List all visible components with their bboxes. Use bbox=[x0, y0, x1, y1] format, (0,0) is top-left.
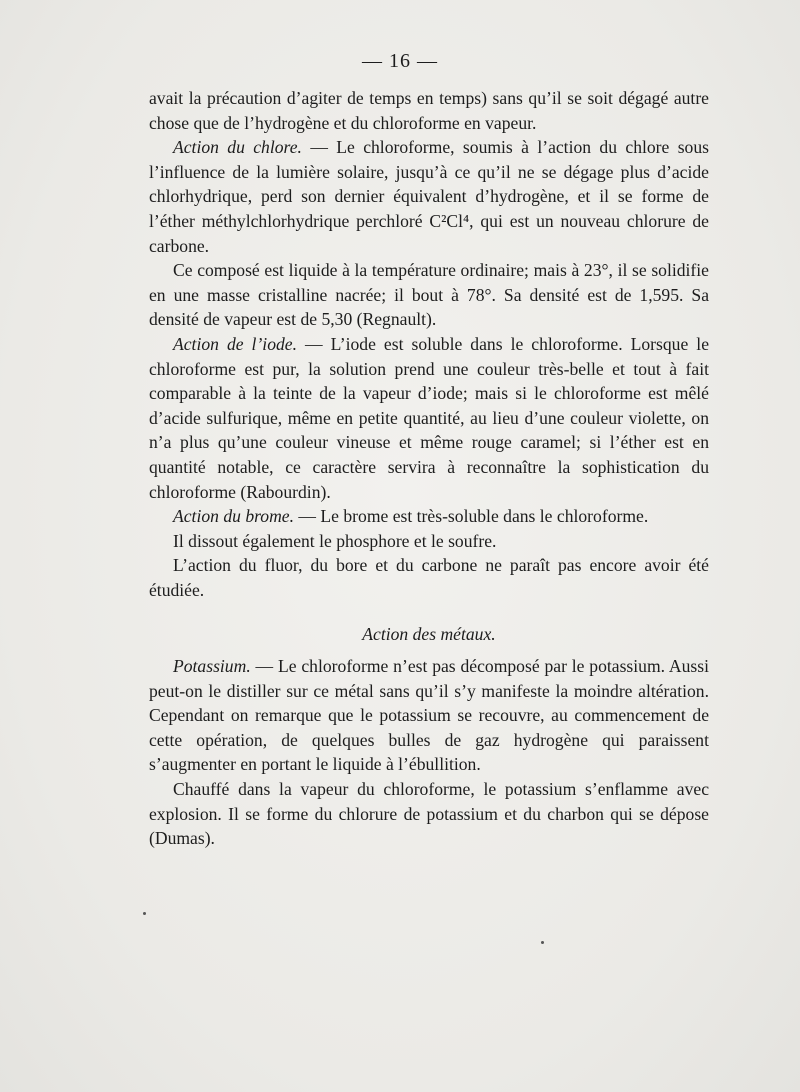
paragraph-action-brome bbox=[149, 504, 709, 529]
paragraph-text: — Le brome est très-soluble dans le chloroforme. bbox=[294, 506, 649, 527]
print-speck bbox=[143, 912, 146, 915]
body-text bbox=[149, 86, 709, 851]
paragraph-lead: Action du brome. bbox=[173, 506, 295, 527]
paragraph-text: Ce composé est liquide à la température ordinaire; mais à 23°, il se solidifie en une masse cristalline nacrée; il bout à 78°. Sa densité est de 1,595. Sa densité de vapeur est de 5,30 (Regnault). bbox=[149, 260, 709, 330]
paragraph-text: avait la précaution d’agiter de temps en temps) sans qu’il se soit dégagé autre chose que de l’hydrogène et du chloroforme en vapeur. bbox=[149, 88, 709, 133]
paragraph-text: — Le chloroforme, soumis à l’action du chlore sous l’influence de la lumière solaire, jusqu’à ce qu’il ne se dégage plus d’acide chlorhydrique, perd son dernier équivalent d’hydrogène, et il se forme de l’éther méthylchlorhydrique perchloré C²Cl⁴, qui est un nouveau chlorure de carbone. bbox=[149, 137, 709, 256]
paragraph-action-chlore bbox=[149, 135, 709, 258]
paragraph-text: Il dissout également le phosphore et le soufre. bbox=[173, 530, 497, 551]
paragraph-lead: Potassium. bbox=[173, 656, 251, 677]
paragraph-chauffe bbox=[149, 777, 709, 851]
paragraph-lead: Action du chlore. bbox=[173, 137, 302, 158]
paragraph-continuation bbox=[149, 86, 709, 135]
paragraph-text: L’action du fluor, du bore et du carbone ne paraît pas encore avoir été étudiée. bbox=[149, 555, 709, 600]
paragraph-lead: Action de l’iode. bbox=[173, 333, 297, 354]
paragraph-compose bbox=[149, 258, 709, 332]
paragraph-fluor bbox=[149, 553, 709, 602]
paragraph-text: Chauffé dans la vapeur du chloroforme, le potassium s’enflamme avec explosion. Il se forme du chlorure de potassium et du charbon qui se dépose (Dumas). bbox=[149, 779, 709, 849]
paragraph-text: — Le chloroforme n’est pas décomposé par le potassium. Aussi peut-on le distiller sur ce métal sans qu’il s’y manifeste la moindre altération. Cependant on remarque que le potassium se recouvre, au commencement de cette opération, de quelques bulles de gaz hydrogène qui paraissent s’augmenter en portant le liquide à l’ébullition. bbox=[149, 656, 709, 775]
print-speck bbox=[541, 941, 544, 944]
paragraph-dissout bbox=[149, 529, 709, 554]
paragraph-action-iode bbox=[149, 332, 709, 504]
section-heading: Action des métaux. bbox=[362, 624, 496, 645]
paragraph-potassium bbox=[149, 654, 709, 777]
page-number: — 16 — bbox=[362, 50, 438, 72]
paragraph-text: — L’iode est soluble dans le chloroforme. Lorsque le chloroforme est pur, la solution prend une couleur très-belle et tout à fait comparable à la teinte de la vapeur d’iode; mais si le chloroforme est mêlé d’acide sulfurique, même en petite quantité, au lieu d’une couleur violette, on n’a plus qu’une couleur vineuse et même rouge caramel; si l’éther est en quantité notable, ce caractère servira à reconnaître la sophistication du chloroforme (Rabourdin). bbox=[149, 333, 709, 502]
